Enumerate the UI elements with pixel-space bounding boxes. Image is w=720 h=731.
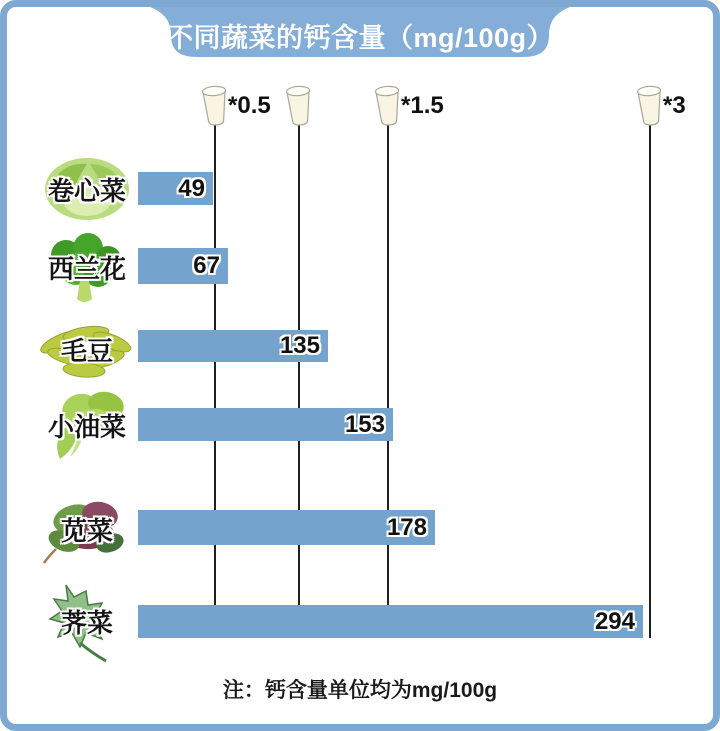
- reference-line-1x: [298, 122, 300, 638]
- reference-line-3x: [649, 122, 651, 638]
- bar-shepherds-purse: [138, 605, 643, 638]
- veg-name-label: 卷心菜: [47, 175, 126, 206]
- bar-value: 178: [386, 513, 427, 541]
- veg-name-label: 西兰花: [47, 253, 126, 284]
- bar-amaranth: [138, 510, 435, 545]
- bar-value: 294: [594, 607, 635, 635]
- page-title: 不同蔬菜的钙含量（mg/100g）: [165, 23, 555, 53]
- veg-name-label: 苋菜: [60, 515, 113, 546]
- category-label-row: [22, 230, 152, 304]
- milk-glass-icon: [634, 83, 666, 127]
- veg-name-label: 毛豆: [60, 335, 113, 366]
- bar-value: 67: [193, 252, 220, 279]
- milk-glass-icon: [372, 83, 404, 127]
- reference-line-1.5x: [387, 122, 389, 638]
- veg-name-label: 小油菜: [47, 411, 126, 442]
- bar-value: 49: [178, 174, 205, 202]
- category-label-row: [22, 492, 152, 566]
- veg-name-label: 荠菜: [60, 607, 113, 638]
- category-label-row: [22, 388, 152, 462]
- category-label-row: [22, 152, 152, 226]
- footnote: 注：钙含量单位均为mg/100g: [222, 679, 498, 702]
- marker-label: *1.5: [401, 92, 444, 119]
- category-label-row: [22, 312, 152, 386]
- category-label-row: [22, 584, 152, 658]
- bar-edamame: [138, 330, 328, 362]
- bar-value: 135: [279, 332, 320, 359]
- marker-label: *3: [663, 92, 686, 119]
- bar-bokchoy: [138, 408, 393, 441]
- reference-line-0.5x: [214, 122, 216, 638]
- milk-glass-icon: [199, 83, 231, 127]
- marker-label: *0.5: [228, 92, 271, 119]
- bar-value: 153: [344, 410, 385, 438]
- milk-glass-icon: [283, 83, 315, 127]
